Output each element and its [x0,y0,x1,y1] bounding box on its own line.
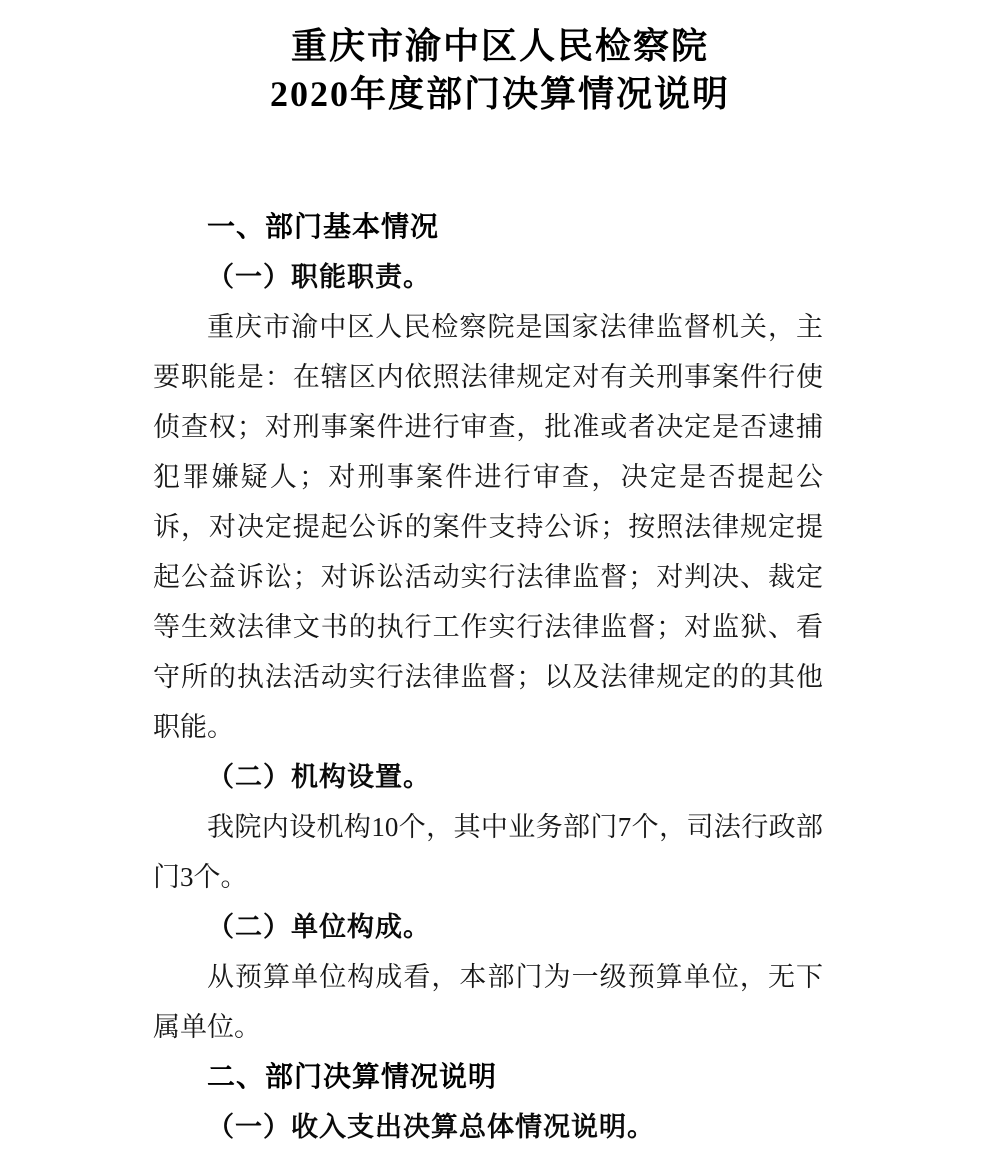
document-title [0,0,1000,118]
paragraph-unit-composition: 从预算单位构成看，本部门为一级预算单位，无下属单位。 [153,962,823,1042]
subsection-heading-organization: （二）机构设置。 [207,762,431,792]
document-title-line1: 重庆市渝中区人民检察院 [290,26,709,66]
document-body [153,202,823,1152]
section-heading-basic-info: 一、部门基本情况 [207,211,440,242]
paragraph-duties: 重庆市渝中区人民检察院是国家法律监督机关，主要职能是：在辖区内依照法律规定对有关刑事案件行使侦查权；对刑事案件进行审查，批准或者决定是否逮捕犯罪嫌疑人；对刑事案件进行审查，决定是否提起公诉，对决定提起公诉的案件支持公诉；按照法律规定提起公益诉讼；对诉讼活动实行法律监督；对判决、裁定等生效法律文书的执行工作实行法律监督；对监狱、看守所的执法活动实行法律监督；以及法律规定的的其他职能。 [153,312,823,742]
section-heading-final-accounts: 二、部门决算情况说明 [207,1061,498,1092]
subsection-heading-unit-composition: （二）单位构成。 [207,912,431,942]
subsection-heading-income-expenditure: （一）收入支出决算总体情况说明。 [207,1112,655,1142]
subsection-heading-duties: （一）职能职责。 [207,262,431,292]
document-title-line2: 2020年度部门决算情况说明 [269,74,730,114]
paragraph-organization: 我院内设机构10个，其中业务部门7个，司法行政部门3个。 [153,812,823,892]
